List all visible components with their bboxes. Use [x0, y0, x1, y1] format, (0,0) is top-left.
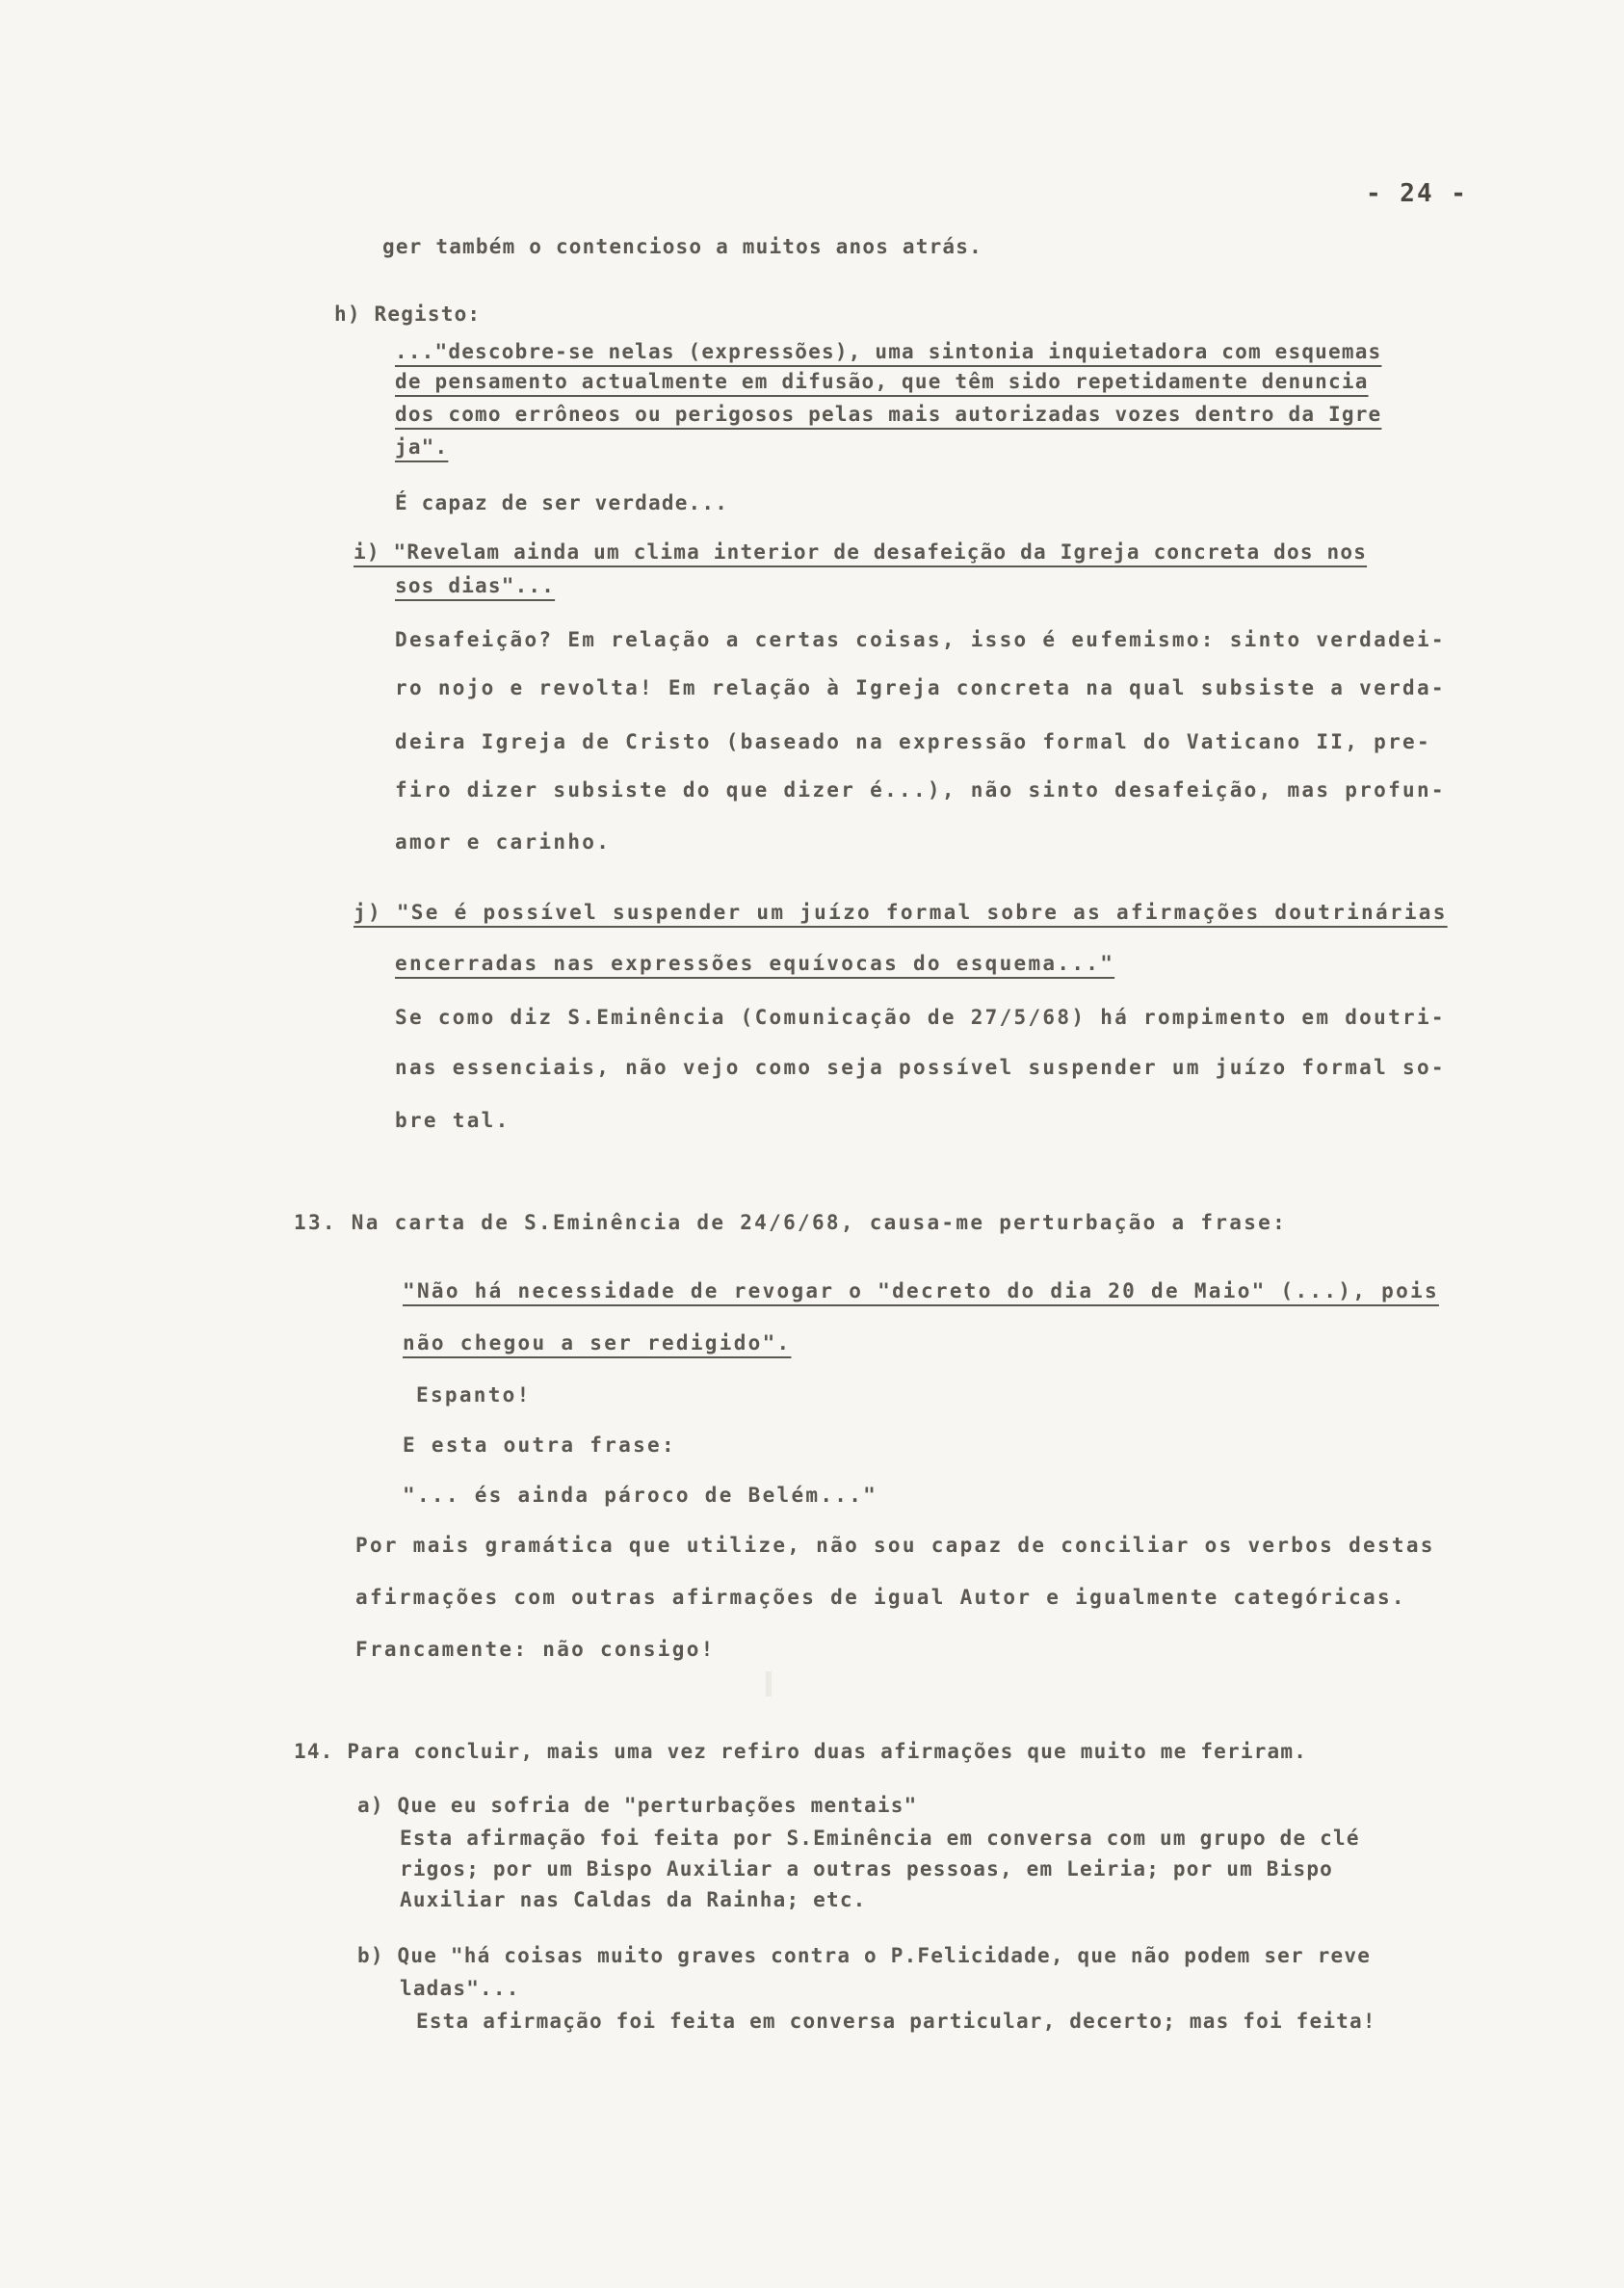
quote-line: ..."descobre-se nelas (expressões), uma sintonia inquietadora com esquemas — [395, 340, 1382, 363]
item-a-line: a) Que eu sofria de "perturbações mentais" — [357, 1794, 918, 1817]
text-line: Desafeição? Em relação a certas coisas, isso é eufemismo: sinto verdadei- — [395, 628, 1446, 651]
quote-line: j) "Se é possível suspender um juízo formal sobre as afirmações doutrinárias — [354, 901, 1448, 924]
text-line: ladas"... — [400, 1977, 520, 2000]
text-line: Auxiliar nas Caldas da Rainha; etc. — [400, 1888, 867, 1911]
text-line: firo dizer subsiste do que dizer é...), não sinto desafeição, mas profun- — [395, 778, 1446, 802]
quote-line: i) "Revelam ainda um clima interior de desafeição da Igreja concreta dos nos — [354, 540, 1368, 564]
text-line: É capaz de ser verdade... — [395, 491, 729, 514]
text-line: ger também o contencioso a muitos anos atrás. — [382, 235, 982, 258]
text-line: deira Igreja de Cristo (baseado na expressão formal do Vaticano II, pre- — [395, 730, 1431, 753]
page-number: - 24 - — [1366, 179, 1468, 208]
text-line: nas essenciais, não vejo como seja possível suspender um juízo formal so- — [395, 1056, 1446, 1079]
text-line: afirmações com outras afirmações de igual Autor e igualmente categóricas. — [355, 1586, 1406, 1609]
text-line: Francamente: não consigo! — [355, 1638, 716, 1661]
quote-line: encerradas nas expressões equívocas do esquema..." — [395, 952, 1115, 975]
text-line: ro nojo e revolta! Em relação à Igreja concreta na qual subsiste a verda- — [395, 676, 1446, 699]
text-line: rigos; por um Bispo Auxiliar a outras pessoas, em Leiria; por um Bispo — [400, 1857, 1334, 1880]
quote-line: "Não há necessidade de revogar o "decreto do dia 20 de Maio" (...), pois — [403, 1279, 1439, 1302]
text-line: Por mais gramática que utilize, não sou capaz de conciliar os verbos destas — [355, 1534, 1435, 1557]
section-13-line: 13. Na carta de S.Eminência de 24/6/68, causa-me perturbação a frase: — [294, 1211, 1288, 1234]
text-line: Se como diz S.Eminência (Comunicação de 27/5/68) há rompimento em doutri- — [395, 1006, 1446, 1029]
item-h-label: h) Registo: — [334, 302, 482, 326]
quote-line: de pensamento actualmente em difusão, que têm sido repetidamente denuncia — [395, 370, 1369, 393]
text-line: Esta afirmação foi feita em conversa particular, decerto; mas foi feita! — [416, 2010, 1376, 2033]
text-line: Esta afirmação foi feita por S.Eminência em conversa com um grupo de clé — [400, 1827, 1360, 1850]
quote-line: ja". — [395, 435, 449, 459]
text-line: "... és ainda pároco de Belém..." — [403, 1484, 878, 1507]
paper-stain — [766, 1671, 772, 1696]
section-14-line: 14. Para concluir, mais uma vez refiro duas afirmações que muito me feriram. — [294, 1740, 1308, 1763]
text-line: Espanto! — [416, 1383, 532, 1407]
text-line: bre tal. — [395, 1109, 511, 1132]
text-line: E esta outra frase: — [403, 1433, 676, 1457]
quote-line: sos dias"... — [395, 574, 556, 597]
quote-line: dos como errôneos ou perigosos pelas mais autorizadas vozes dentro da Igre — [395, 403, 1382, 426]
item-b-line: b) Que "há coisas muito graves contra o P.Felicidade, que não podem ser reve — [357, 1944, 1372, 1967]
quote-line: não chegou a ser redigido". — [403, 1331, 792, 1354]
text-line: amor e carinho. — [395, 830, 612, 854]
